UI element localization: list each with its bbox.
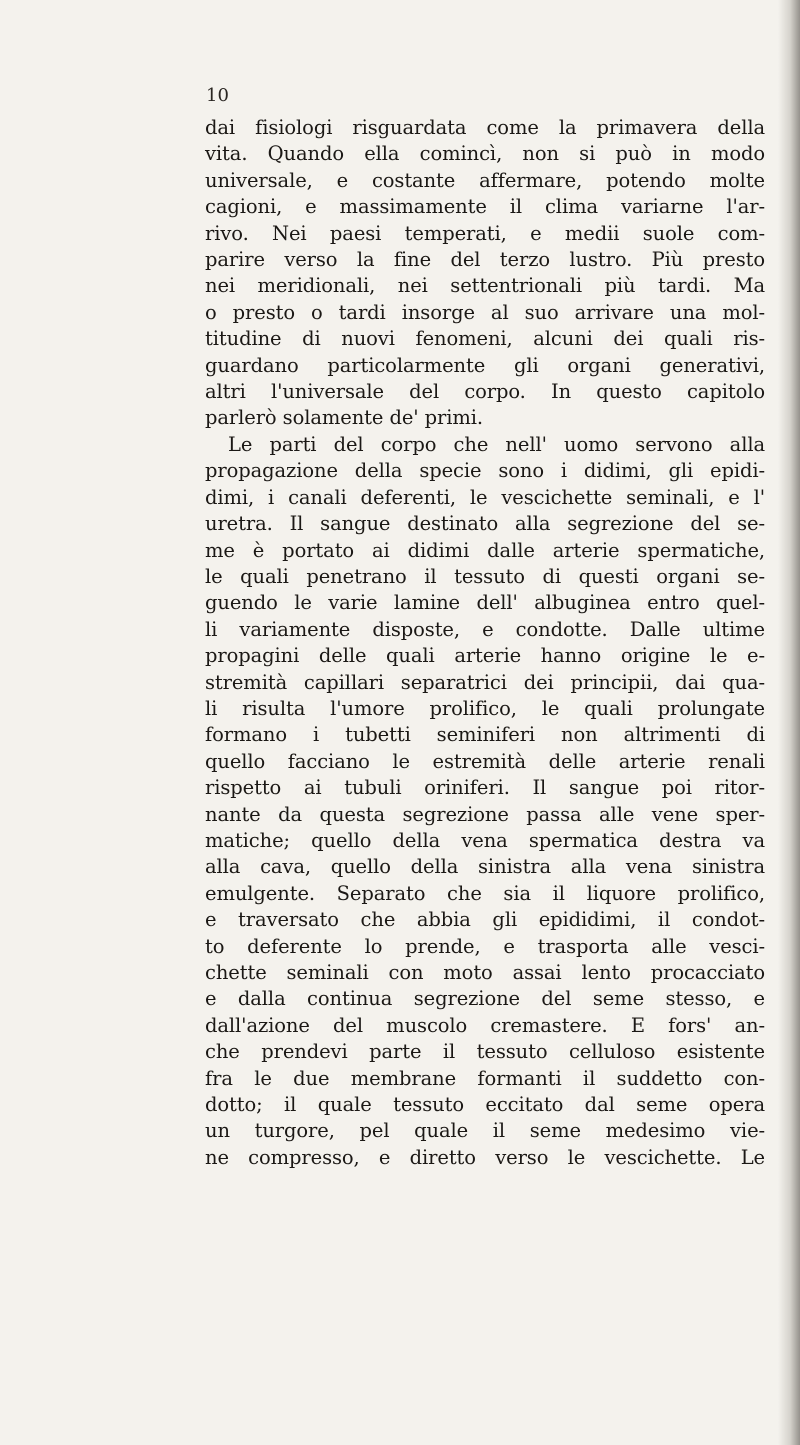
text-line: dimi, i canali deferenti, le vescichette seminali, e l' — [205, 485, 765, 509]
text-line: ne compresso, e diretto verso le vescichette. Le — [205, 1145, 765, 1169]
text-line: stremità capillari separatrici dei principii, dai qua- — [205, 670, 765, 694]
text-line: formano i tubetti seminiferi non altrimenti di — [205, 723, 765, 747]
text-line: e dalla continua segrezione del seme stesso, e — [205, 987, 765, 1011]
text-line: uretra. Il sangue destinato alla segrezione del se- — [205, 512, 765, 536]
text-line: Le parti del corpo che nell' uomo servono alla — [228, 432, 765, 456]
body-text — [205, 115, 765, 1171]
text-line: vita. Quando ella comincì, non si può in modo — [205, 142, 765, 166]
text-line: propagazione della specie sono i didimi, gli epidi- — [205, 459, 765, 483]
text-line: e traversato che abbia gli epididimi, il condot- — [205, 908, 765, 932]
text-line: parlerò solamente de' primi. — [205, 406, 483, 430]
text-line: titudine di nuovi fenomeni, alcuni dei quali ris- — [205, 327, 765, 351]
page-edge-shadow — [778, 0, 800, 1445]
text-line: rispetto ai tubuli oriniferi. Il sangue poi ritor- — [205, 776, 765, 800]
text-line: chette seminali con moto assai lento procacciato — [205, 961, 765, 984]
text-line: che prendevi parte il tessuto celluloso esistente — [205, 1040, 765, 1064]
text-line: guendo le varie lamine dell' albuginea entro quel- — [205, 591, 765, 615]
text-line: universale, e costante affermare, potendo molte — [205, 168, 765, 192]
text-line: rivo. Nei paesi temperati, e medii suole com- — [205, 221, 765, 245]
text-line: li risulta l'umore prolifico, le quali prolungate — [205, 696, 765, 720]
text-line: emulgente. Separato che sia il liquore prolifico, — [205, 881, 765, 905]
text-line: parire verso la fine del terzo lustro. Più presto — [205, 248, 765, 272]
text-line: dotto; il quale tessuto eccitato dal seme opera — [205, 1093, 765, 1117]
text-line: quello facciano le estremità delle arterie renali — [205, 749, 765, 773]
text-line: propagini delle quali arterie hanno origine le e- — [205, 644, 765, 668]
text-line: un turgore, pel quale il seme medesimo vie- — [205, 1119, 765, 1143]
page-number: 10 — [206, 85, 229, 106]
text-line: to deferente lo prende, e trasporta alle vesci- — [205, 934, 765, 958]
text-line: alla cava, quello della sinistra alla vena sinistra — [205, 855, 765, 879]
text-line: nante da questa segrezione passa alle vene sper- — [205, 802, 765, 826]
text-line: nei meridionali, nei settentrionali più tardi. Ma — [205, 274, 765, 298]
text-line: guardano particolarmente gli organi generativi, — [205, 353, 765, 377]
text-line: dai fisiologi risguardata come la primavera della — [205, 116, 765, 139]
text-line: cagioni, e massimamente il clima variarne l'ar- — [205, 195, 765, 219]
text-line: matiche; quello della vena spermatica destra va — [205, 828, 765, 852]
text-line: li variamente disposte, e condotte. Dalle ultime — [205, 617, 765, 641]
text-line: le quali penetrano il tessuto di questi organi se- — [205, 564, 765, 588]
text-line: me è portato ai didimi dalle arterie spermatiche, — [205, 538, 765, 562]
text-line: altri l'universale del corpo. In questo capitolo — [205, 380, 765, 404]
text-line: dall'azione del muscolo cremastere. E fors' an- — [205, 1013, 765, 1037]
text-line: o presto o tardi insorge al suo arrivare una mol- — [205, 300, 765, 324]
text-line: fra le due membrane formanti il suddetto con- — [205, 1066, 765, 1090]
